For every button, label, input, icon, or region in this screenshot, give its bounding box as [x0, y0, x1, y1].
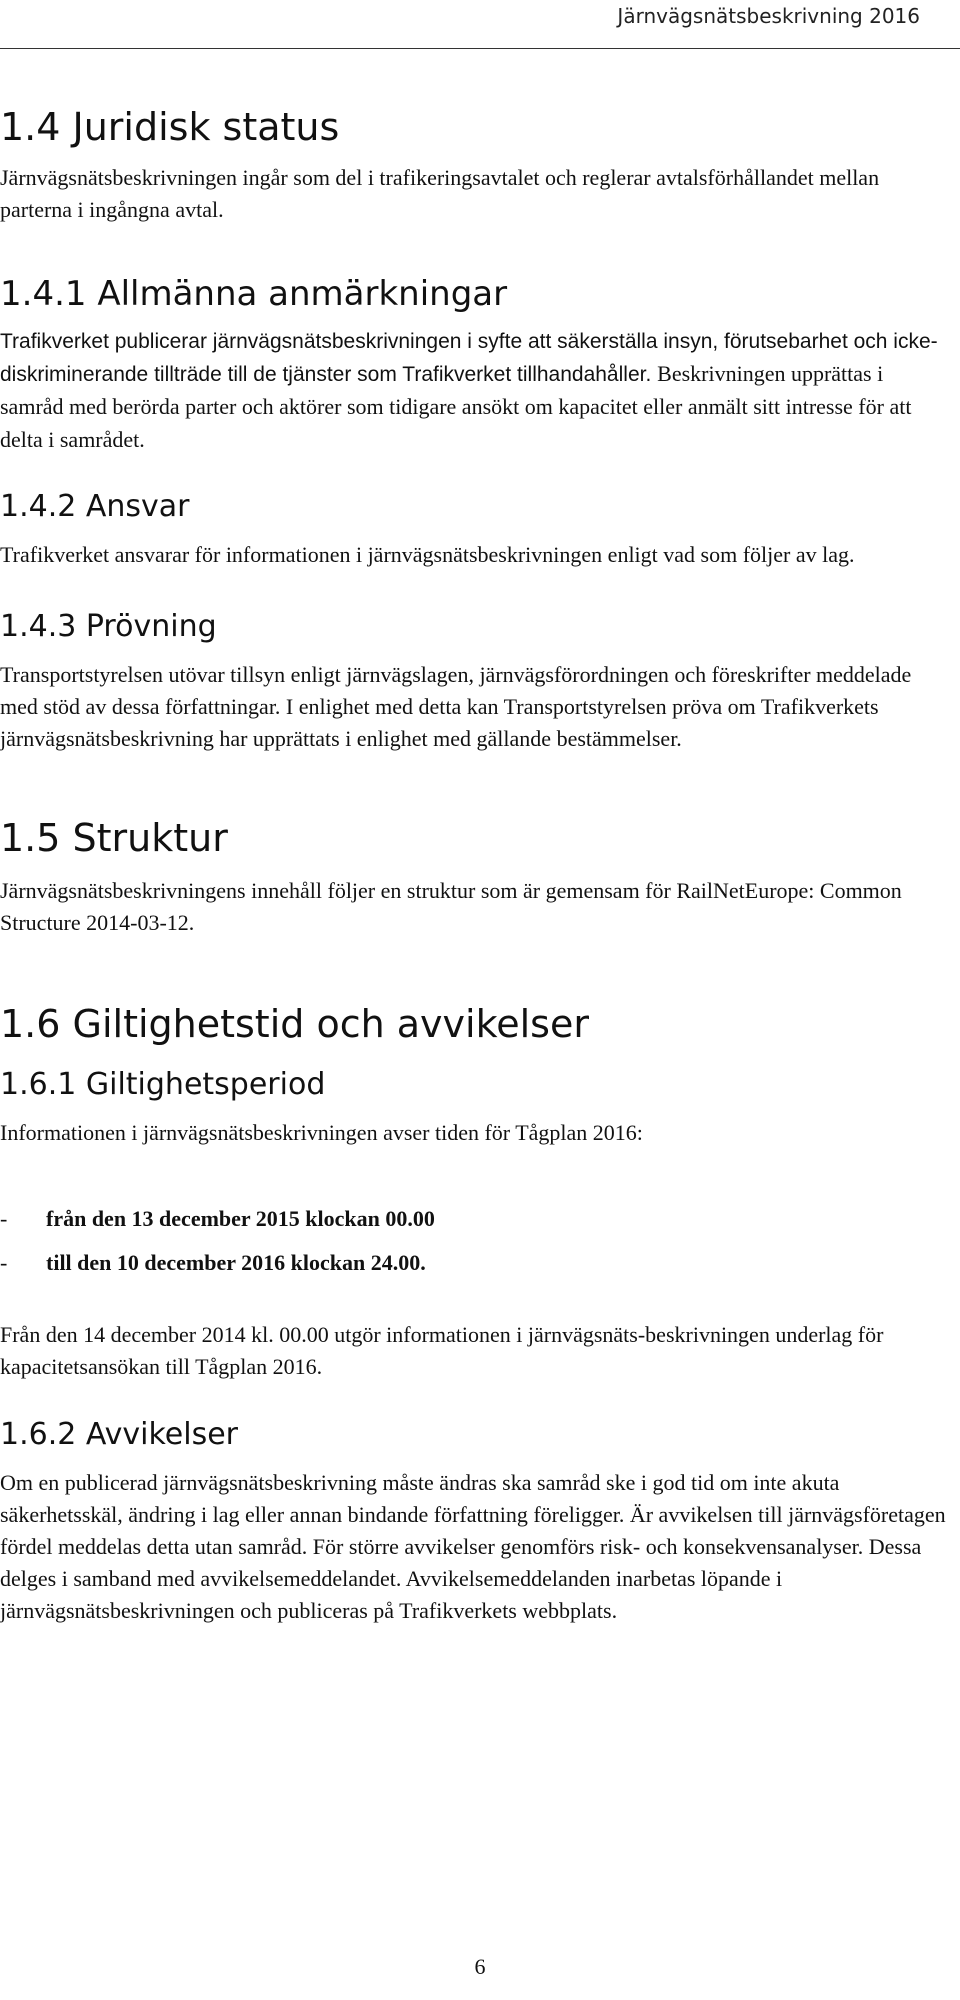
paragraph-ansvar: Trafikverket ansvarar för informationen i järnvägsnätsbeskrivningen enligt vad som följer av lag. — [0, 542, 855, 567]
paragraph-allmanna-samrad-text: Beskrivningen upprättas i samråd med berörda parter och aktörer som tidigare ansökt om kapacitet eller anmält sitt intresse för att delta i samrådet. — [0, 361, 912, 452]
paragraph-juridisk-status: Järnvägsnätsbeskrivningen ingår som del i trafikeringsavtalet och reglerar avtalsförhållandet mellan parterna i ingångna avtal. — [0, 165, 880, 222]
running-header: Järnvägsnätsbeskrivning 2016 — [617, 4, 920, 28]
section-heading-giltighetstid: 1.6 Giltighetstid och avvikelser — [0, 1002, 589, 1046]
page-content — [0, 100, 952, 1627]
section-heading-allmanna-anmarkningar: 1.4.1 Allmänna anmärkningar — [0, 274, 508, 314]
section-heading-avvikelser: 1.6.2 Avvikelser — [0, 1417, 238, 1452]
paragraph-giltighetsperiod-intro: Informationen i järnvägsnätsbeskrivningen avser tiden för Tågplan 2016: — [0, 1120, 643, 1145]
section-heading-struktur: 1.5 Struktur — [0, 816, 228, 860]
paragraph-allmanna-syfte-text: Trafikverket publicerar järnvägsnätsbeskrivningen i syfte att säkerställa insyn, förutsebarhet och icke-diskriminerande tillträde till de tjänster som Trafikverket tillhandahåller. — [0, 330, 938, 386]
paragraph-struktur: Järnvägsnätsbeskrivningens innehåll följer en struktur som är gemensam för RailNetEurope: Common Structure 2014-03-12. — [0, 878, 902, 935]
paragraph-avvikelser: Om en publicerad järnvägsnätsbeskrivning måste ändras ska samråd ske i god tid om inte akuta säkerhetsskäl, ändring i lag eller annan bindande författning föreligger. Är avvikelsen till järnvägsföretagen fördel meddelas detta utan samråd. För större avvikelser genomförs risk- och konsekvensanalyser. Dessa delges i samband med avvikelsemeddelandet. Avvikelsemeddelanden inarbetas löpande i järnvägsnätsbeskrivningen och publiceras på Trafikverkets webbplats. — [0, 1470, 946, 1623]
section-heading-giltighetsperiod: 1.6.1 Giltighetsperiod — [0, 1067, 326, 1102]
section-heading-juridisk-status: 1.4 Juridisk status — [0, 105, 340, 149]
page-number: 6 — [474, 1954, 486, 1979]
validity-period-list — [0, 1197, 952, 1285]
list-dash: - — [0, 1206, 8, 1231]
header-divider — [0, 48, 960, 49]
section-heading-provning: 1.4.3 Prövning — [0, 609, 217, 644]
list-item — [0, 1241, 952, 1285]
paragraph-giltighetsperiod-note: Från den 14 december 2014 kl. 00.00 utgör informationen i järnvägsnäts-beskrivningen underlag för kapacitetsansökan till Tågplan 2016. — [0, 1322, 884, 1379]
section-heading-ansvar: 1.4.2 Ansvar — [0, 489, 190, 524]
paragraph-allmanna-syfte — [0, 326, 952, 457]
paragraph-provning: Transportstyrelsen utövar tillsyn enligt järnvägslagen, järnvägsförordningen och föreskrifter meddelade med stöd av dessa författningar. I enlighet med detta kan Transportstyrelsen pröva om Trafikverkets järnvägsnätsbeskrivning har upprättats i enlighet med gällande bestämmelser. — [0, 662, 912, 751]
list-item-text: till den 10 december 2016 klockan 24.00. — [46, 1250, 426, 1275]
list-dash: - — [0, 1250, 8, 1275]
list-item — [0, 1197, 952, 1241]
list-item-text: från den 13 december 2015 klockan 00.00 — [46, 1206, 435, 1231]
